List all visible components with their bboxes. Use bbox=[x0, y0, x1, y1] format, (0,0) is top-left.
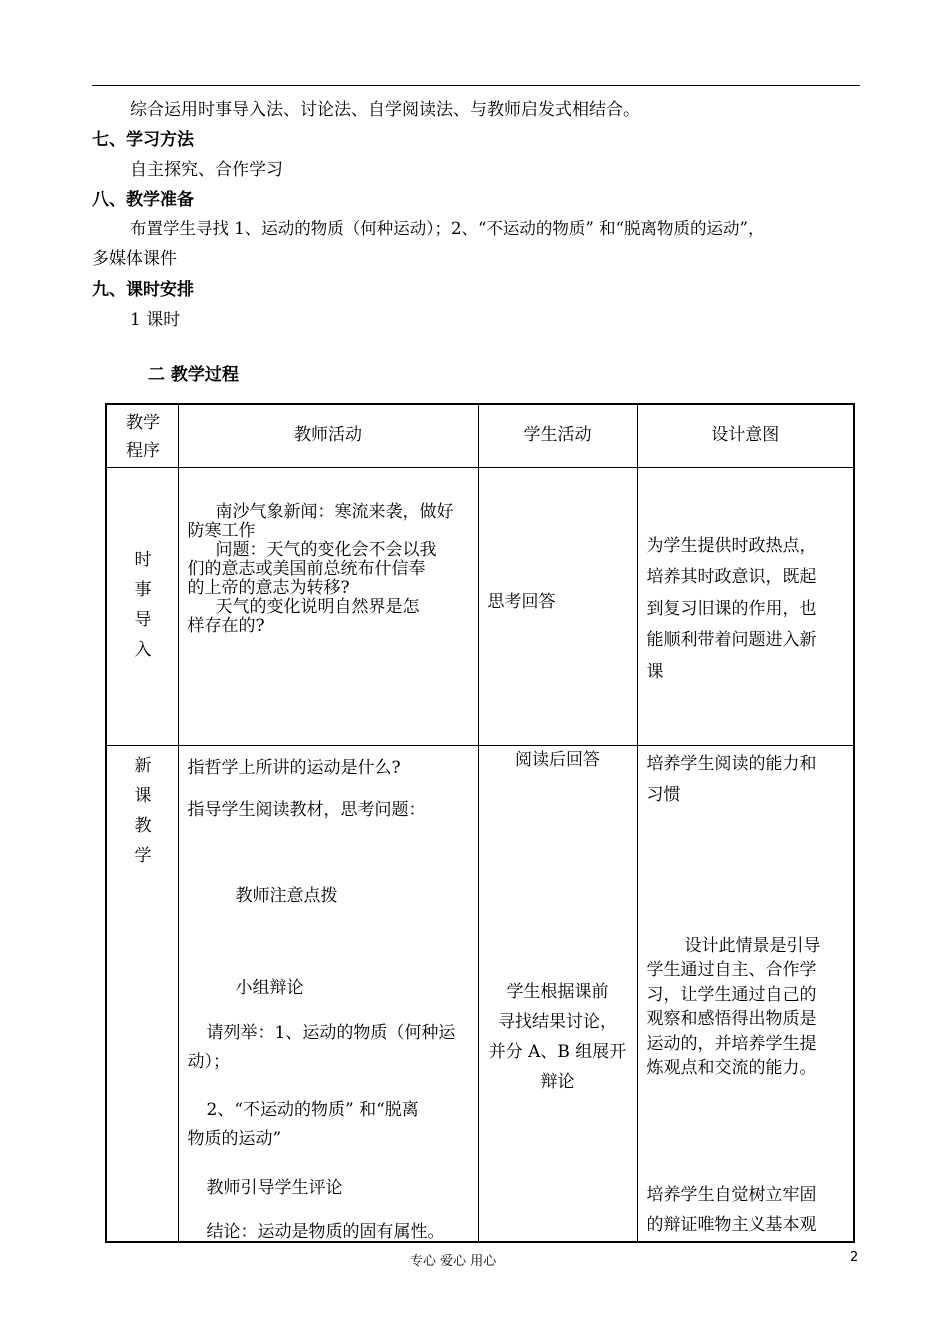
header-stage: 教学 程序 bbox=[106, 404, 178, 467]
stage-new-lesson: 新 课 教 学 bbox=[106, 745, 178, 1242]
section-8-line2: 多媒体课件 bbox=[92, 249, 177, 269]
section-8-line1: 布置学生寻找 1、运动的物质（何种运动）；2、“不运动的物质” 和“脱离物质的运动”， bbox=[130, 219, 765, 238]
header-rule bbox=[92, 85, 860, 86]
teacher-activity-2: 指哲学上所讲的运动是什么? 指导学生阅读教材，思考问题： 教师注意点拨 小组辩论 请列举：1、运动的物质（何种运 动）； 2、“不运动的物质” 和“脱离 物质的运动” 教师引导学生评论 结论：运动是物质的固有属性。 bbox=[178, 745, 478, 1242]
teaching-process-table bbox=[105, 403, 855, 1243]
process-title: 二 教学过程 bbox=[148, 365, 239, 385]
student-activity-2: 阅读后回答 学生根据课前 寻找结果讨论， 并分 A、B 组展开 辩论 bbox=[478, 745, 637, 1242]
methods-line: 综合运用时事导入法、讨论法、自学阅读法、与教师启发式相结合。 bbox=[130, 100, 640, 120]
section-8-title: 八、教学准备 bbox=[92, 190, 194, 210]
section-9-title: 九、课时安排 bbox=[92, 280, 194, 300]
student-activity-1: 思考回答 bbox=[478, 467, 637, 745]
table-row bbox=[106, 745, 854, 1242]
teacher-activity-1: 南沙气象新闻：寒流来袭，做好 防寒工作 问题：天气的变化会不会以我 们的意志或美国前总统布什信奉 的上帝的意志为转移? 天气的变化说明自然界是怎 样存在的? bbox=[178, 467, 478, 745]
section-9-body: 1 课时 bbox=[130, 310, 181, 330]
table-row bbox=[106, 467, 854, 745]
header-intent: 设计意图 bbox=[637, 404, 854, 467]
section-7-body: 自主探究、合作学习 bbox=[130, 160, 283, 180]
header-teacher: 教师活动 bbox=[178, 404, 478, 467]
footer-motto: 专心 爱心 用心 bbox=[410, 1254, 497, 1269]
design-intent-1: 为学生提供时政热点， 培养其时政意识，既起 到复习旧课的作用，也 能顺利带着问题进入新 课 bbox=[637, 467, 854, 745]
section-7-title: 七、学习方法 bbox=[92, 130, 194, 150]
page-number: 2 bbox=[850, 1250, 859, 1265]
design-intent-2: 培养学生阅读的能力和 习惯 设计此情景是引导 学生通过自主、合作学 习，让学生通过自己的 观察和感悟得出物质是 运动的，并培养学生提 炼观点和交流的能力。 培养学生自觉树立牢固 的辩证唯物主义基本观 bbox=[637, 745, 854, 1242]
stage-current-events: 时 事 导 入 bbox=[106, 467, 178, 745]
table-header-row bbox=[106, 404, 854, 467]
header-student: 学生活动 bbox=[478, 404, 637, 467]
